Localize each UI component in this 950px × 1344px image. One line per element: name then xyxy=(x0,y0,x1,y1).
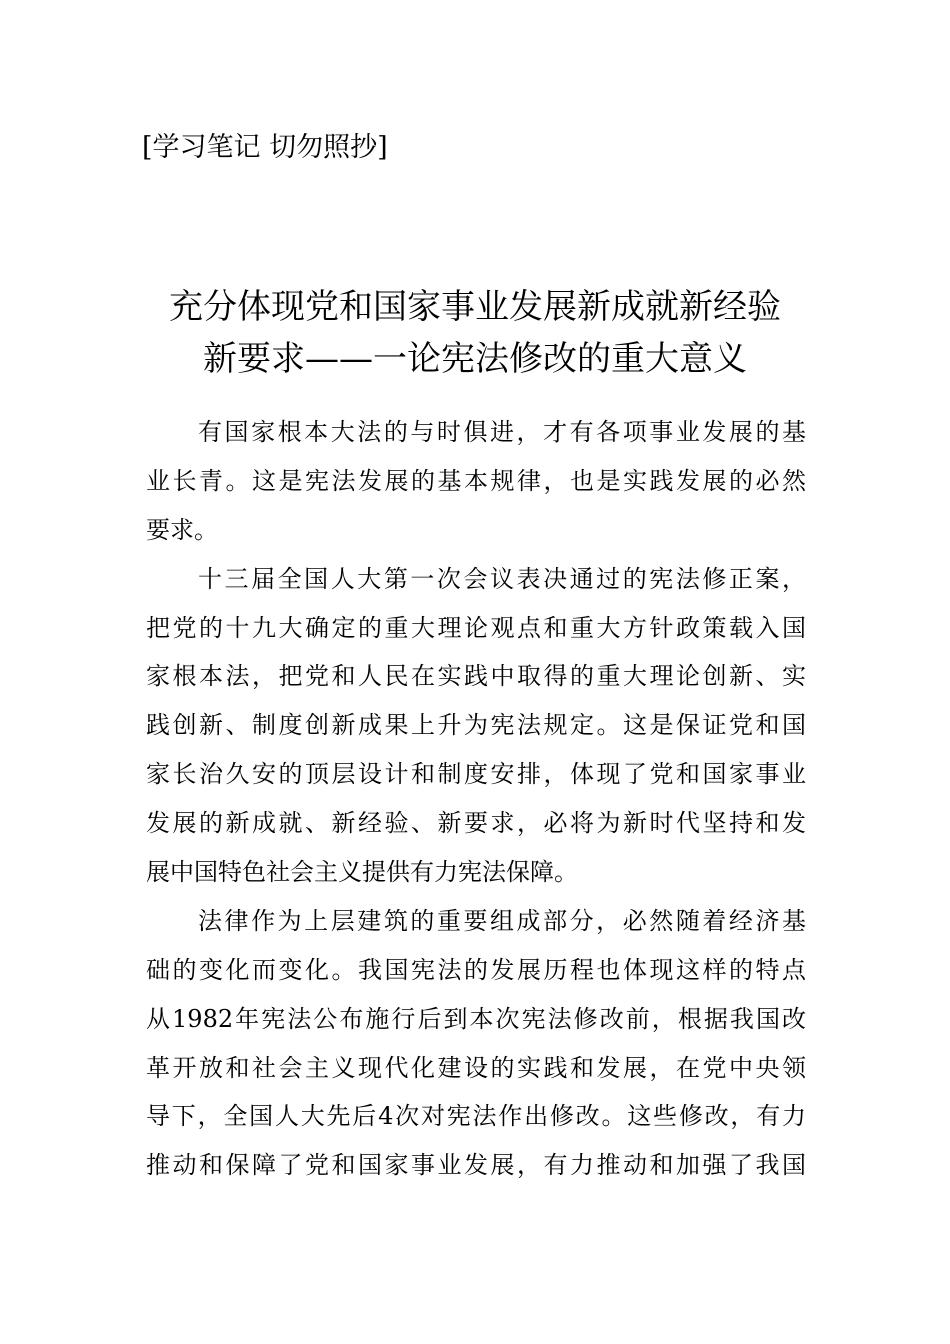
paragraph-line: 有国家根本大法的与时俱进，才有各项事业发展的基 xyxy=(198,418,806,446)
paragraph-line: 十三届全国人大第一次会议表决通过的宪法修正案， xyxy=(198,564,806,593)
paragraph-line: 导下，全国人大先后4次对宪法作出修改。这些修改，有力 xyxy=(146,1102,806,1131)
article-body xyxy=(146,408,806,1190)
paragraph-line: 础的变化而变化。我国宪法的发展历程也体现这样的特点 xyxy=(146,955,806,984)
paragraph-line: 展中国特色社会主义提供有力宪法保障。 xyxy=(146,858,578,887)
paragraph-line: 法律作为上层建筑的重要组成部分，必然随着经济基 xyxy=(198,906,806,935)
paragraph-line: 推动和保障了党和国家事业发展，有力推动和加强了我国 xyxy=(146,1151,806,1180)
paragraph-line: 家长治久安的顶层设计和制度安排，体现了党和国家事业 xyxy=(146,760,806,789)
paragraph-line: 家根本法，把党和人民在实践中取得的重大理论创新、实 xyxy=(146,662,806,691)
paragraph-2 xyxy=(146,555,806,897)
article-title xyxy=(100,281,850,385)
paragraph-line: 发展的新成就、新经验、新要求，必将为新时代坚持和发 xyxy=(146,809,806,838)
title-line-1: 充分体现党和国家事业发展新成就新经验 xyxy=(169,287,781,327)
paragraph-line: 把党的十九大确定的重大理论观点和重大方针政策载入国 xyxy=(146,613,806,642)
paragraph-3 xyxy=(146,897,806,1190)
paragraph-1 xyxy=(146,408,806,555)
paragraph-line: 革开放和社会主义现代化建设的实践和发展，在党中央领 xyxy=(146,1053,806,1082)
paragraph-line: 从1982年宪法公布施行后到本次宪法修改前，根据我国改 xyxy=(146,1004,806,1033)
paragraph-line: 要求。 xyxy=(146,515,218,544)
paragraph-line: 业长青。这是宪法发展的基本规律，也是实践发展的必然 xyxy=(146,466,806,495)
paragraph-line: 践创新、制度创新成果上升为宪法规定。这是保证党和国 xyxy=(146,711,806,740)
study-note-label: [学习笔记 切勿照抄] xyxy=(142,132,388,163)
title-line-2: 新要求——一论宪法修改的重大意义 xyxy=(203,339,747,379)
